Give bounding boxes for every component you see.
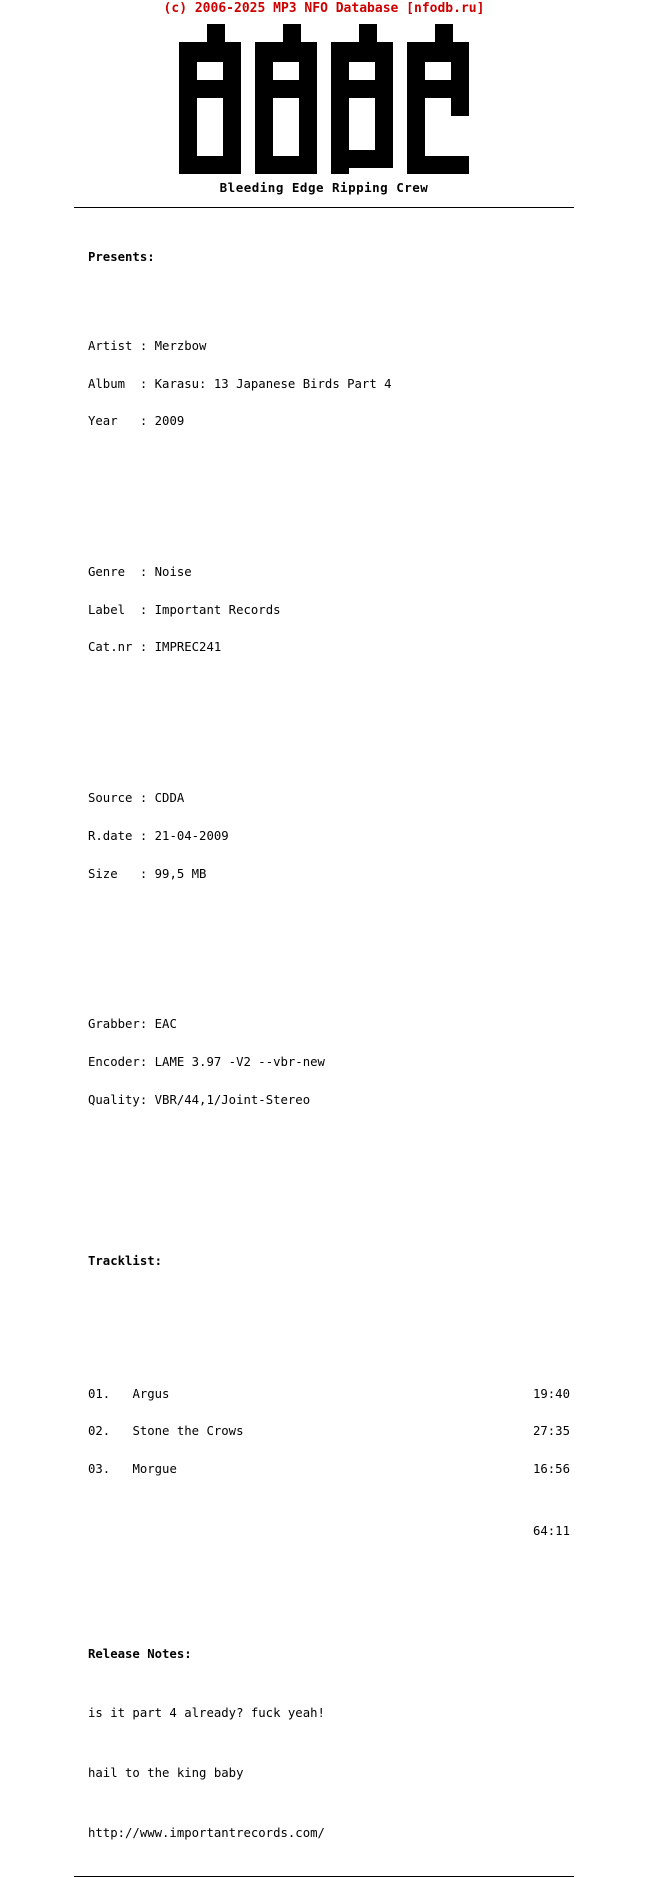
presents-label: Presents: xyxy=(88,250,155,265)
field-catnr-sep: : xyxy=(139,640,155,655)
field-genre xyxy=(88,566,648,579)
release-info-group-3 xyxy=(88,767,648,906)
field-artist xyxy=(88,340,648,353)
field-grabber-value: EAC xyxy=(154,1017,177,1032)
field-genre-value: Noise xyxy=(154,564,192,579)
field-catnr-key: Cat.nr xyxy=(88,640,140,655)
berc-ascii-logo-icon xyxy=(179,24,469,174)
track-number: 02. xyxy=(88,1424,111,1439)
field-grabber-key: Grabber xyxy=(88,1017,140,1032)
track-duration: 27:35 xyxy=(532,1424,570,1439)
track-gap xyxy=(110,1424,132,1438)
field-rdate xyxy=(88,830,648,843)
field-size-key: Size xyxy=(88,866,140,881)
total-duration-row xyxy=(88,1525,570,1538)
release-info-group-1 xyxy=(88,315,648,454)
track-gap xyxy=(110,1462,132,1476)
field-source-sep: : xyxy=(139,790,155,805)
track-row xyxy=(88,1463,570,1476)
field-catnr-value: IMPREC241 xyxy=(154,640,222,655)
field-album-key: Album xyxy=(88,376,140,391)
release-info-group-4 xyxy=(88,993,648,1132)
field-label-value: Important Records xyxy=(154,602,281,617)
field-label xyxy=(88,604,648,617)
field-encoder-key: Encoder xyxy=(88,1054,140,1069)
field-label-key: Label xyxy=(88,602,140,617)
field-album-value: Karasu: 13 Japanese Birds Part 4 xyxy=(154,376,392,391)
field-artist-key: Artist xyxy=(88,338,140,353)
field-year xyxy=(88,415,648,428)
field-label-sep: : xyxy=(139,602,155,617)
field-grabber-sep: : xyxy=(139,1017,155,1032)
track-label xyxy=(88,1463,177,1476)
track-label xyxy=(88,1388,169,1401)
tracklist xyxy=(88,1315,570,1563)
track-title: Morgue xyxy=(132,1462,177,1477)
crew-name: Bleeding Edge Ripping Crew xyxy=(219,180,429,195)
track-duration: 19:40 xyxy=(532,1386,570,1401)
field-quality-value: VBR/44,1/Joint-Stereo xyxy=(154,1092,311,1107)
track-duration: 16:56 xyxy=(532,1462,570,1477)
spacer-1 xyxy=(88,491,648,503)
field-source-key: Source xyxy=(88,790,140,805)
field-quality xyxy=(88,1094,648,1107)
field-source xyxy=(88,792,648,805)
field-rdate-key: R.date xyxy=(88,828,140,843)
release-notes-title: Release Notes: xyxy=(88,1646,192,1661)
tracklist-title: Tracklist: xyxy=(88,1253,163,1268)
field-genre-key: Genre xyxy=(88,564,140,579)
spacer-2 xyxy=(88,717,648,729)
total-duration: 64:11 xyxy=(532,1524,570,1539)
track-number: 03. xyxy=(88,1462,111,1477)
release-note-line: hail to the king baby xyxy=(88,1766,244,1781)
track-label xyxy=(88,1425,244,1438)
field-grabber xyxy=(88,1018,648,1031)
track-title: Argus xyxy=(132,1386,170,1401)
field-album xyxy=(88,378,648,391)
field-size-value: 99,5 MB xyxy=(154,866,207,881)
field-year-value: 2009 xyxy=(154,414,185,429)
track-row xyxy=(88,1425,570,1438)
field-encoder xyxy=(88,1056,648,1069)
field-year-sep: : xyxy=(139,414,155,429)
field-quality-sep: : xyxy=(139,1092,155,1107)
field-encoder-value: LAME 3.97 -V2 --vbr-new xyxy=(154,1054,325,1069)
field-genre-sep: : xyxy=(139,564,155,579)
field-size xyxy=(88,868,648,881)
spacer-4 xyxy=(88,1169,648,1217)
field-rdate-sep: : xyxy=(139,828,155,843)
field-album-sep: : xyxy=(139,376,155,391)
field-source-value: CDDA xyxy=(154,790,185,805)
track-number: 01. xyxy=(88,1386,111,1401)
release-note-line: is it part 4 already? fuck yeah! xyxy=(88,1706,325,1721)
field-size-sep: : xyxy=(139,866,155,881)
nfodb-copyright-banner: (c) 2006-2025 MP3 NFO Database [nfodb.ru] xyxy=(163,1,485,16)
field-artist-value: Merzbow xyxy=(154,338,207,353)
field-encoder-sep: : xyxy=(139,1054,155,1069)
spacer-5 xyxy=(88,1341,570,1363)
release-info-group-2 xyxy=(88,541,648,680)
field-catnr xyxy=(88,641,648,654)
track-row xyxy=(88,1388,570,1401)
field-artist-sep: : xyxy=(139,338,155,353)
ascii-logo xyxy=(0,24,648,174)
field-year-key: Year xyxy=(88,414,140,429)
track-gap xyxy=(110,1387,132,1401)
field-rdate-value: 21-04-2009 xyxy=(154,828,229,843)
label-website-link[interactable]: http://www.importantrecords.com/ xyxy=(88,1825,325,1840)
field-quality-key: Quality xyxy=(88,1092,140,1107)
track-title: Stone the Crows xyxy=(132,1424,244,1439)
spacer-3 xyxy=(88,943,648,955)
